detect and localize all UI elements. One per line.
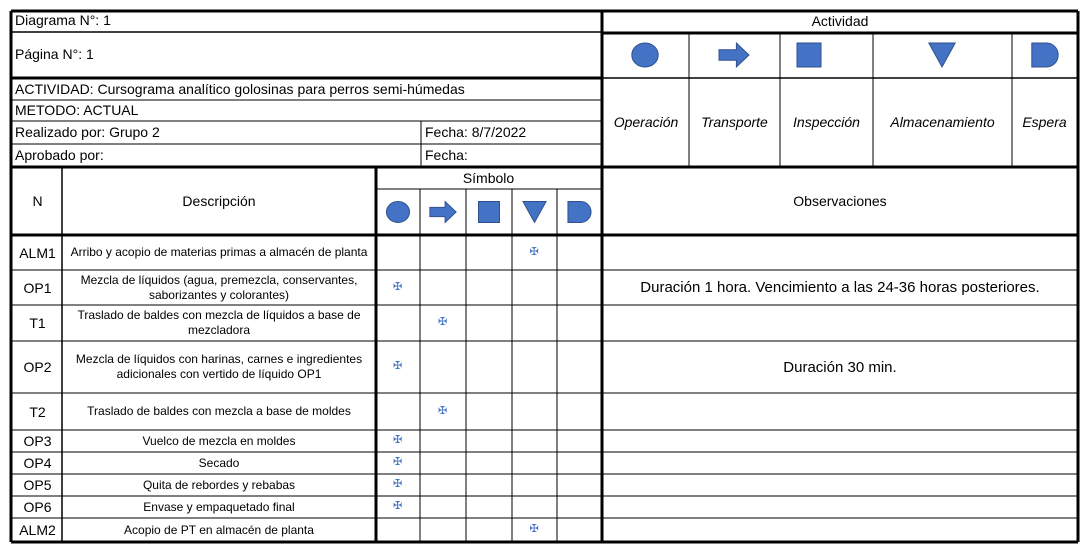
row-code: OP4 [23,455,52,471]
row-observation [603,235,1077,270]
symbol-mark: ✠ [529,245,539,258]
row-observation: Duración 1 hora. Vencimiento a las 24-36 horas posteriores. [640,279,1040,296]
date-label: Fecha: 8/7/2022 [425,124,527,140]
row-observation [603,518,1077,542]
page-number: Página N°: 1 [15,46,94,62]
row-description: Acopio de PT en almacén de planta [124,522,314,537]
method-label: METODO: ACTUAL [15,102,139,118]
row-observation [603,305,1077,341]
legend-label-wait: Espera [1022,114,1067,130]
approval-date-label: Fecha: [425,147,468,163]
column-header-description: Descripción [182,192,256,209]
symbol-header-arrow-right-icon [430,202,456,223]
row-code: OP2 [23,359,52,375]
symbol-mark: ✠ [438,404,448,417]
legend-label-transport: Transporte [701,114,768,130]
row-description: Traslado de baldes con mezcla a base de moldes [87,404,351,418]
column-header-symbol: Símbolo [462,170,515,186]
row-observation [603,496,1077,518]
symbol-header-square-icon [479,202,500,223]
row-description: Vuelco de mezcla en moldes [142,433,296,448]
symbol-mark: ✠ [393,478,403,490]
legend-arrow-right-icon [719,43,749,67]
legend-square-icon [797,43,821,67]
legend-d-shape-icon [1032,43,1058,67]
made-by-label: Realizado por: Grupo 2 [15,124,160,140]
row-description: Traslado de baldes con mezcla de líquidos a base de mezcladora [77,308,361,337]
symbol-mark: ✠ [438,316,448,328]
row-description: Quita de rebordes y rebabas [142,477,296,492]
symbol-mark: ✠ [393,360,403,372]
row-code: OP6 [23,499,52,515]
symbol-header-triangle-down-icon [523,202,546,223]
symbol-mark: ✠ [393,280,403,293]
row-observation [603,452,1077,474]
activity-legend-title: Actividad [811,13,869,29]
row-observation [603,474,1077,496]
symbol-mark: ✠ [393,434,403,446]
column-header-observations: Observaciones [793,192,887,209]
row-observation: Duración 30 min. [783,358,897,376]
column-header-n: N [32,192,43,209]
legend-label-operation: Operación [613,114,679,130]
row-description: Mezcla de líquidos con harinas, carnes e ingredientes adicionales con vertido de líquido OP1 [75,352,363,381]
symbol-header-d-shape-icon [568,202,591,223]
row-description: Envase y empaquetado final [143,499,295,514]
activity-title: ACTIVIDAD: Cursograma analítico golosinas para perros semi-húmedas [15,81,465,97]
legend-label-storage: Almacenamiento [890,114,995,130]
legend-circle-icon [632,43,658,67]
row-code: T2 [29,403,46,420]
row-description: Arribo y acopio de materias primas a almacén de planta [70,245,368,259]
symbol-header-circle-icon [386,202,409,223]
legend-label-inspection: Inspección [793,114,860,130]
symbol-mark: ✠ [393,500,403,512]
row-code: ALM1 [19,244,56,261]
diagram-number: Diagrama N°: 1 [15,12,111,28]
row-observation [603,393,1077,430]
row-description: Secado [198,455,240,470]
symbol-mark: ✠ [529,523,539,535]
row-observation [603,430,1077,452]
row-code: ALM2 [19,522,56,538]
row-code: OP5 [23,477,52,493]
row-code: T1 [29,315,46,331]
row-code: OP3 [23,433,52,449]
row-description: Mezcla de líquidos (agua, premezcla, conservantes, saborizantes y colorantes) [80,272,358,302]
approved-by-label: Aprobado por: [15,147,104,163]
symbol-mark: ✠ [393,456,403,468]
legend-triangle-down-icon [929,43,955,67]
row-code: OP1 [23,279,52,296]
